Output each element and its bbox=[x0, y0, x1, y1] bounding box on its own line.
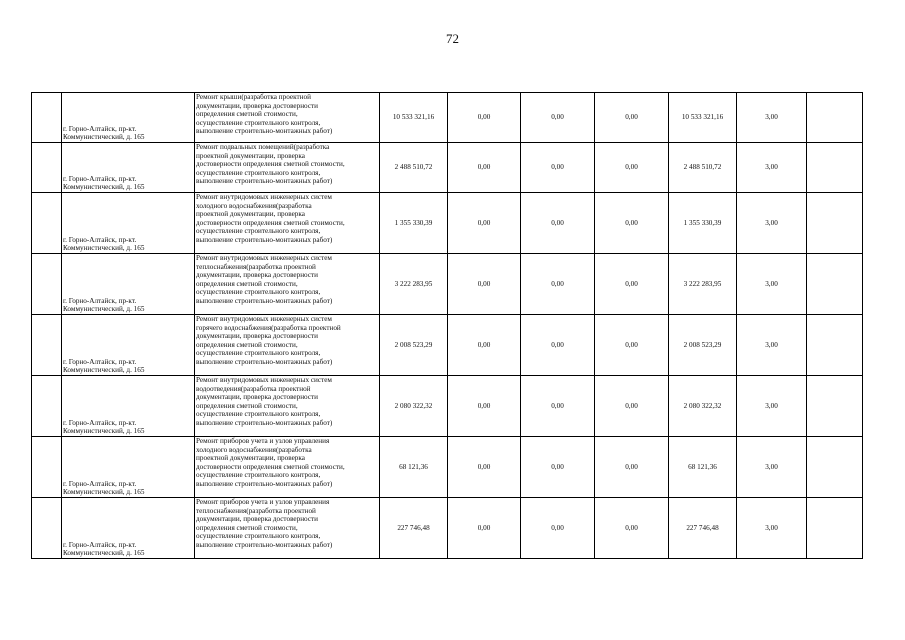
address-cell bbox=[62, 143, 195, 193]
table-row bbox=[32, 315, 863, 376]
value-cell: 0,00 bbox=[448, 254, 521, 315]
address-line: г. Горно-Алтайск, пр-кт. bbox=[63, 235, 137, 244]
work-line: холодного водоснабжения(разработка bbox=[196, 201, 312, 210]
work-line: выполнение строительно-монтажных работ) bbox=[196, 479, 333, 488]
empty-cell bbox=[807, 437, 863, 498]
work-line: осуществление строительного контроля, bbox=[196, 471, 321, 480]
work-line: Ремонт крыши(разработка проектной bbox=[196, 93, 311, 101]
work-line: выполнение строительно-монтажных работ) bbox=[196, 127, 333, 136]
work-description-cell bbox=[195, 498, 380, 559]
work-line: теплоснабжения(разработка проектной bbox=[196, 506, 316, 515]
value-cell: 0,00 bbox=[521, 143, 595, 193]
total-cost-cell: 2 008 523,29 bbox=[380, 315, 448, 376]
address-cell bbox=[62, 437, 195, 498]
work-line: выполнение строительно-монтажных работ) bbox=[196, 177, 333, 186]
empty-cell bbox=[807, 254, 863, 315]
work-line: документации, проверка достоверности bbox=[196, 332, 319, 341]
value-cell: 2 008 523,29 bbox=[669, 315, 737, 376]
work-line: выполнение строительно-монтажных работ) bbox=[196, 418, 333, 427]
value-cell: 0,00 bbox=[595, 93, 669, 143]
empty-cell bbox=[32, 93, 62, 143]
address-line: Коммунистический, д. 165 bbox=[63, 549, 145, 558]
work-line: осуществление строительного контроля, bbox=[196, 349, 321, 358]
total-cost-cell: 227 746,48 bbox=[380, 498, 448, 559]
work-line: осуществление строительного контроля, bbox=[196, 288, 321, 297]
work-line: теплоснабжения(разработка проектной bbox=[196, 262, 316, 271]
value-cell: 0,00 bbox=[521, 254, 595, 315]
value-cell: 0,00 bbox=[448, 93, 521, 143]
address-line: Коммунистический, д. 165 bbox=[63, 488, 145, 497]
value-cell: 3,00 bbox=[737, 437, 807, 498]
empty-cell bbox=[807, 193, 863, 254]
value-cell: 0,00 bbox=[521, 437, 595, 498]
table-row bbox=[32, 498, 863, 559]
value-cell: 3,00 bbox=[737, 143, 807, 193]
address-line: Коммунистический, д. 165 bbox=[63, 305, 145, 314]
work-description-cell bbox=[195, 315, 380, 376]
work-line: документации, проверка достоверности bbox=[196, 515, 319, 524]
work-line: Ремонт внутридомовых инженерных систем bbox=[196, 315, 332, 323]
address-cell bbox=[62, 254, 195, 315]
address-line: г. Горно-Алтайск, пр-кт. bbox=[63, 296, 137, 305]
work-line: определения сметной стоимости, bbox=[196, 523, 298, 532]
work-line: Ремонт внутридомовых инженерных систем bbox=[196, 193, 332, 201]
work-description-cell bbox=[195, 437, 380, 498]
value-cell: 0,00 bbox=[521, 315, 595, 376]
value-cell: 3 222 283,95 bbox=[669, 254, 737, 315]
address-cell bbox=[62, 93, 195, 143]
value-cell: 3,00 bbox=[737, 498, 807, 559]
value-cell: 0,00 bbox=[595, 437, 669, 498]
work-line: документации, проверка достоверности bbox=[196, 393, 319, 402]
work-line: Ремонт приборов учета и узлов управления bbox=[196, 437, 330, 445]
address-line: г. Горно-Алтайск, пр-кт. bbox=[63, 124, 137, 133]
address-line: Коммунистический, д. 165 bbox=[63, 183, 145, 192]
work-line: холодного водоснабжения(разработка bbox=[196, 445, 312, 454]
repair-table bbox=[31, 92, 863, 559]
value-cell: 0,00 bbox=[521, 498, 595, 559]
value-cell: 0,00 bbox=[448, 193, 521, 254]
page-number: 72 bbox=[446, 31, 459, 46]
address-cell bbox=[62, 315, 195, 376]
value-cell: 0,00 bbox=[595, 376, 669, 437]
work-line: Ремонт внутридомовых инженерных систем bbox=[196, 254, 332, 262]
value-cell: 2 488 510,72 bbox=[669, 143, 737, 193]
work-line: водоотведения(разработка проектной bbox=[196, 384, 311, 393]
empty-cell bbox=[807, 376, 863, 437]
work-line: осуществление строительного контроля, bbox=[196, 227, 321, 236]
value-cell: 3,00 bbox=[737, 193, 807, 254]
work-line: выполнение строительно-монтажных работ) bbox=[196, 296, 333, 305]
address-line: Коммунистический, д. 165 bbox=[63, 427, 145, 436]
work-line: проектной документации, проверка bbox=[196, 210, 305, 219]
address-line: г. Горно-Алтайск, пр-кт. bbox=[63, 174, 137, 183]
work-description-cell bbox=[195, 376, 380, 437]
value-cell: 0,00 bbox=[595, 315, 669, 376]
address-line: г. Горно-Алтайск, пр-кт. bbox=[63, 479, 137, 488]
value-cell: 0,00 bbox=[521, 93, 595, 143]
table-row bbox=[32, 143, 863, 193]
table-row bbox=[32, 437, 863, 498]
value-cell: 0,00 bbox=[448, 437, 521, 498]
value-cell: 0,00 bbox=[595, 498, 669, 559]
address-line: г. Горно-Алтайск, пр-кт. bbox=[63, 540, 137, 549]
address-cell bbox=[62, 376, 195, 437]
address-cell bbox=[62, 193, 195, 254]
work-line: выполнение строительно-монтажных работ) bbox=[196, 357, 333, 366]
work-line: достоверности определения сметной стоимости, bbox=[196, 160, 345, 169]
address-line: Коммунистический, д. 165 bbox=[63, 133, 145, 142]
value-cell: 0,00 bbox=[448, 498, 521, 559]
work-line: Ремонт приборов учета и узлов управления bbox=[196, 498, 330, 506]
empty-cell bbox=[807, 315, 863, 376]
value-cell: 0,00 bbox=[521, 376, 595, 437]
work-line: определения сметной стоимости, bbox=[196, 401, 298, 410]
empty-cell bbox=[807, 93, 863, 143]
total-cost-cell: 10 533 321,16 bbox=[380, 93, 448, 143]
table-row bbox=[32, 93, 863, 143]
value-cell: 3,00 bbox=[737, 315, 807, 376]
value-cell: 3,00 bbox=[737, 376, 807, 437]
table-row bbox=[32, 376, 863, 437]
empty-cell bbox=[32, 315, 62, 376]
total-cost-cell: 2 080 322,32 bbox=[380, 376, 448, 437]
work-line: выполнение строительно-монтажных работ) bbox=[196, 235, 333, 244]
work-line: проектной документации, проверка bbox=[196, 454, 305, 463]
empty-cell bbox=[32, 498, 62, 559]
work-line: документации, проверка достоверности bbox=[196, 271, 319, 280]
empty-cell bbox=[807, 143, 863, 193]
value-cell: 0,00 bbox=[595, 254, 669, 315]
table-row bbox=[32, 193, 863, 254]
address-line: Коммунистический, д. 165 bbox=[63, 244, 145, 253]
work-line: Ремонт внутридомовых инженерных систем bbox=[196, 376, 332, 384]
work-line: осуществление строительного контроля, bbox=[196, 168, 321, 177]
work-line: определения сметной стоимости, bbox=[196, 340, 298, 349]
empty-cell bbox=[32, 143, 62, 193]
total-cost-cell: 3 222 283,95 bbox=[380, 254, 448, 315]
value-cell: 3,00 bbox=[737, 93, 807, 143]
total-cost-cell: 68 121,36 bbox=[380, 437, 448, 498]
value-cell: 10 533 321,16 bbox=[669, 93, 737, 143]
work-description-cell bbox=[195, 254, 380, 315]
value-cell: 227 746,48 bbox=[669, 498, 737, 559]
address-line: г. Горно-Алтайск, пр-кт. bbox=[63, 357, 137, 366]
work-line: проектной документации, проверка bbox=[196, 151, 305, 160]
work-description-cell bbox=[195, 193, 380, 254]
empty-cell bbox=[32, 437, 62, 498]
work-description-cell bbox=[195, 143, 380, 193]
work-line: документации, проверка достоверности bbox=[196, 101, 319, 110]
total-cost-cell: 1 355 330,39 bbox=[380, 193, 448, 254]
address-line: г. Горно-Алтайск, пр-кт. bbox=[63, 418, 137, 427]
empty-cell bbox=[32, 254, 62, 315]
value-cell: 0,00 bbox=[448, 315, 521, 376]
value-cell: 0,00 bbox=[595, 193, 669, 254]
work-line: достоверности определения сметной стоимости, bbox=[196, 462, 345, 471]
work-line: достоверности определения сметной стоимости, bbox=[196, 218, 345, 227]
address-cell bbox=[62, 498, 195, 559]
value-cell: 3,00 bbox=[737, 254, 807, 315]
empty-cell bbox=[807, 498, 863, 559]
table-row bbox=[32, 254, 863, 315]
value-cell: 0,00 bbox=[448, 143, 521, 193]
work-line: определения сметной стоимости, bbox=[196, 110, 298, 119]
value-cell: 0,00 bbox=[595, 143, 669, 193]
empty-cell bbox=[32, 376, 62, 437]
work-line: определения сметной стоимости, bbox=[196, 279, 298, 288]
value-cell: 68 121,36 bbox=[669, 437, 737, 498]
empty-cell bbox=[32, 193, 62, 254]
work-line: выполнение строительно-монтажных работ) bbox=[196, 540, 333, 549]
work-line: Ремонт подвальных помещений(разработка bbox=[196, 143, 330, 151]
table-body bbox=[32, 93, 863, 559]
value-cell: 1 355 330,39 bbox=[669, 193, 737, 254]
value-cell: 2 080 322,32 bbox=[669, 376, 737, 437]
work-description-cell bbox=[195, 93, 380, 143]
work-line: осуществление строительного контроля, bbox=[196, 532, 321, 541]
value-cell: 0,00 bbox=[448, 376, 521, 437]
total-cost-cell: 2 488 510,72 bbox=[380, 143, 448, 193]
value-cell: 0,00 bbox=[521, 193, 595, 254]
work-line: осуществление строительного контроля, bbox=[196, 410, 321, 419]
work-line: горячего водоснабжения(разработка проектной bbox=[196, 323, 341, 332]
address-line: Коммунистический, д. 165 bbox=[63, 366, 145, 375]
work-line: осуществление строительного контроля, bbox=[196, 118, 321, 127]
